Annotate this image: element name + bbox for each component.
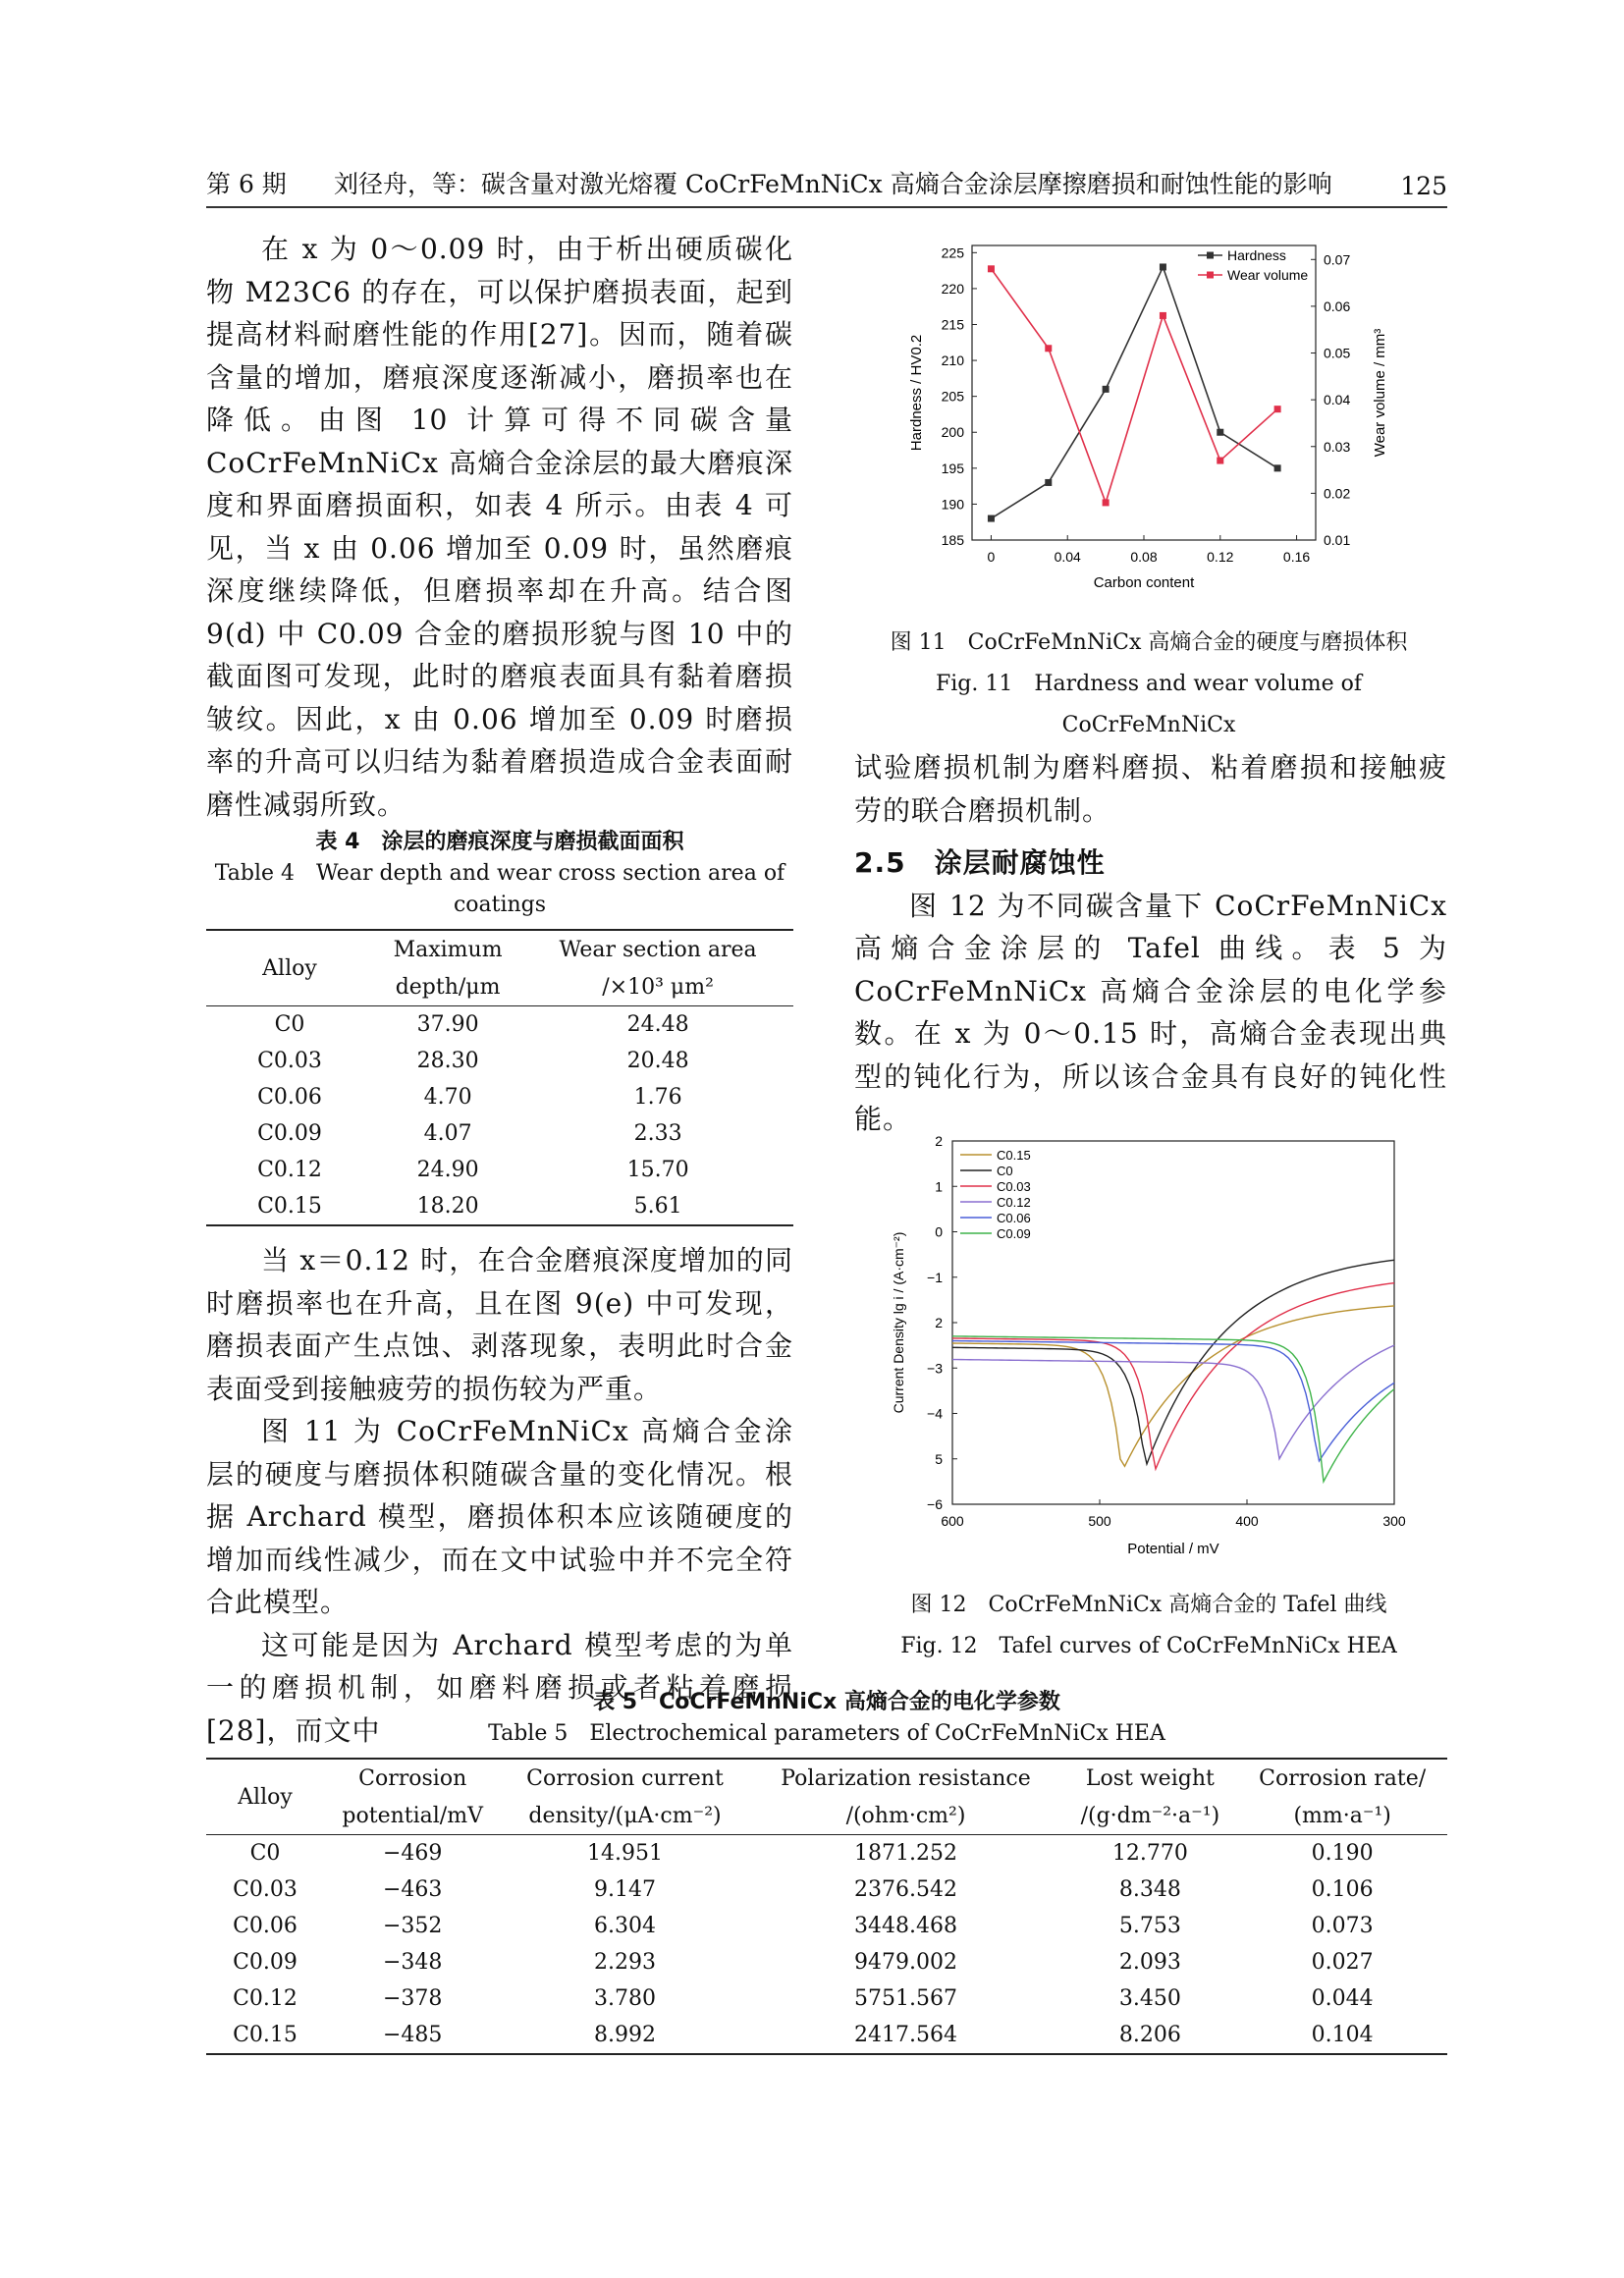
- table-row: [206, 1152, 793, 1188]
- cell: −463: [382, 1877, 443, 1902]
- running-title: 刘径舟，等：碳含量对激光熔覆 CoCrFeMnNiCx 高熵合金涂层摩擦磨损和耐蚀性能的影响: [334, 170, 1332, 198]
- y-tick-label: 195: [941, 460, 964, 476]
- table4-header-alloy: Alloy: [206, 930, 373, 1006]
- cell: Polarization resistance: [781, 1765, 1031, 1791]
- left-column: [206, 228, 793, 826]
- y-tick-label: 2: [935, 1315, 943, 1330]
- data-point: [1217, 429, 1223, 436]
- cell: 24.90: [416, 1158, 479, 1182]
- cell: 12.770: [1111, 1841, 1188, 1866]
- legend-marker: [1207, 272, 1214, 279]
- cell: 2.33: [633, 1121, 682, 1146]
- fig12-caption-cn: 图 12 CoCrFeMnNiCx 高熵合金的 Tafel 曲线: [910, 1593, 1387, 1617]
- cell: 5.753: [1118, 1914, 1181, 1938]
- cell: 8.348: [1118, 1877, 1181, 1902]
- cell: /(g·dm⁻²·a⁻¹): [1062, 1797, 1237, 1835]
- legend-label: Wear volume: [1227, 267, 1309, 283]
- table4-header-max2: depth/μm: [373, 968, 522, 1006]
- cell: Corrosion: [358, 1765, 467, 1791]
- x-tick-label: 0.04: [1054, 549, 1081, 565]
- cell: density/(μA·cm⁻²): [501, 1797, 748, 1835]
- y-tick-label: 220: [941, 280, 964, 297]
- y-tick-label: 190: [941, 496, 964, 513]
- cell: 0.044: [1311, 1986, 1374, 2011]
- table-row: [206, 1944, 1447, 1980]
- data-point: [988, 515, 995, 522]
- cell: C0.15: [233, 2023, 298, 2047]
- y-tick-label: 0: [935, 1223, 943, 1240]
- cell: 2376.542: [854, 1877, 957, 1902]
- plot-frame: [972, 245, 1316, 540]
- table5-block: [206, 1687, 1447, 2055]
- table4-caption-en: Table 4 Wear depth and wear cross section area of coatings: [214, 861, 785, 917]
- y-tick-label: 210: [941, 353, 964, 369]
- table-row: [206, 1188, 793, 1225]
- legend-label: C0.03: [997, 1179, 1031, 1194]
- table4-caption-cn: 表 4 涂层的磨痕深度与磨损截面面积: [315, 830, 684, 854]
- table-row: [206, 1980, 1447, 2017]
- cell: potential/mV: [324, 1797, 501, 1835]
- x-tick-label: 600: [941, 1513, 964, 1529]
- fig12-caption-en: Fig. 12 Tafel curves of CoCrFeMnNiCx HEA: [900, 1634, 1397, 1658]
- y-tick-label: −6: [927, 1496, 943, 1512]
- paragraph: 在 x 为 0～0.09 时，由于析出硬质碳化物 M23C6 的存在，可以保护磨损表面，起到提高材料耐磨性能的作用[27]。因而，随着碳含量的增加，磨痕深度逐渐减小，磨损率也在降低。由图 10 计算可得不同碳含量 CoCrFeMnNiCx 高熵合金涂层的最大磨痕深度和界面磨损面积，如表 4 所示。由表 4 可见，当 x 由 0.06 增加至 0.09 时，虽然磨痕深度继续降低，但磨损率却在升高。结合图 9(d) 中 C0.09 合金的磨损形貌与图 10 中的截面图可发现，此时的磨痕表面具有黏着磨损皱纹。因此，x 由 0.06 增加至 0.09 时磨损率的升高可以归结为黏着磨损造成合金表面耐磨性减弱所致。: [206, 233, 793, 821]
- cell: Corrosion rate/: [1259, 1765, 1427, 1791]
- table-row: [206, 1908, 1447, 1944]
- table5-caption-en: Table 5 Electrochemical parameters of CoCrFeMnNiCx HEA: [488, 1721, 1165, 1746]
- y2-tick-label: 0.05: [1324, 345, 1351, 361]
- cell: −348: [382, 1950, 443, 1975]
- cell: C0.03: [257, 1049, 322, 1073]
- cell: 15.70: [626, 1158, 689, 1182]
- cell: 2417.564: [854, 2023, 957, 2047]
- cell: 5751.567: [854, 1986, 957, 2011]
- paragraph: 图 11 为 CoCrFeMnNiCx 高熵合金涂层的硬度与磨损体积随碳含量的变化情况。根据 Archard 模型，磨损体积本应该随硬度的增加而线性减少，而在文中试验中并不完全符合此模型。: [206, 1415, 793, 1618]
- cell: 3.450: [1118, 1986, 1181, 2011]
- page-number: 125: [1400, 172, 1447, 200]
- legend-marker: [1207, 252, 1214, 259]
- fig11-caption-en: Fig. 11 Hardness and wear volume of CoCrFeMnNiCx: [935, 672, 1362, 737]
- cell: C0: [274, 1012, 305, 1037]
- x-axis-label: Carbon content: [1093, 574, 1195, 591]
- cell: 4.07: [423, 1121, 472, 1146]
- x-axis-label: Potential / mV: [1127, 1541, 1219, 1557]
- x-tick-label: 300: [1382, 1513, 1406, 1529]
- cell: 18.20: [416, 1194, 479, 1219]
- y2-tick-label: 0.03: [1324, 438, 1351, 455]
- y-tick-label: 205: [941, 388, 964, 405]
- x-tick-label: 0: [987, 549, 996, 565]
- legend-label: C0.12: [997, 1195, 1031, 1210]
- data-point: [1160, 312, 1166, 319]
- cell: 20.48: [626, 1049, 689, 1073]
- series-line-hardness: [991, 267, 1277, 518]
- table-row: [206, 1835, 1447, 1872]
- cell: C0.09: [257, 1121, 322, 1146]
- paragraph: 试验磨损机制为磨料磨损、粘着磨损和接触疲劳的联合磨损机制。: [854, 751, 1447, 827]
- cell: C0.12: [257, 1158, 322, 1182]
- y-tick-label: 200: [941, 424, 964, 441]
- cell: Corrosion current: [526, 1765, 724, 1791]
- cell: 6.304: [594, 1914, 656, 1938]
- y-axis-label: Current Density lg i / (A·cm⁻²): [891, 1231, 906, 1414]
- cell: 2.093: [1118, 1950, 1181, 1975]
- cell: 9.147: [594, 1877, 656, 1902]
- legend-label: C0.09: [997, 1226, 1031, 1241]
- section-heading: 2.5 涂层耐腐蚀性: [854, 846, 1106, 879]
- fig12-captions: [854, 1585, 1443, 1667]
- y-tick-label: 215: [941, 316, 964, 333]
- tafel-curve: [952, 1341, 1394, 1461]
- cell: 0.027: [1311, 1950, 1374, 1975]
- cell: 9479.002: [854, 1950, 957, 1975]
- cell: −378: [382, 1986, 443, 2011]
- paragraph: 当 x＝0.12 时，在合金磨痕深度增加的同时磨损率也在升高，且在图 9(e) 中可发现，磨损表面产生点蚀、剥落现象，表明此时合金表面受到接触疲劳的损伤较为严重。: [206, 1244, 793, 1405]
- y-tick-label: 225: [941, 244, 964, 261]
- cell: 1871.252: [854, 1841, 957, 1866]
- cell: C0: [249, 1841, 281, 1866]
- cell: 8.992: [594, 2023, 656, 2047]
- data-point: [1274, 406, 1281, 412]
- cell: 37.90: [416, 1012, 479, 1037]
- table-row: [206, 2017, 1447, 2054]
- cell: C0.09: [233, 1950, 298, 1975]
- cell: −469: [382, 1841, 443, 1866]
- paragraph: 图 12 为不同碳含量下 CoCrFeMnNiCx 高熵合金涂层的 Tafel 曲线。表 5 为 CoCrFeMnNiCx 高熵合金涂层的电化学参数。在 x 为 0～0.15 时，高熵合金表现出典型的钝化行为，所以该合金具有良好的钝化性能。: [854, 889, 1447, 1135]
- x-tick-label: 0.12: [1207, 549, 1234, 565]
- cell: −485: [382, 2023, 443, 2047]
- data-point: [1103, 386, 1110, 393]
- cell: 28.30: [416, 1049, 479, 1073]
- y-tick-label: −1: [927, 1269, 943, 1285]
- cell: 0.190: [1311, 1841, 1374, 1866]
- table-row: [206, 1115, 793, 1152]
- legend-label: C0: [997, 1164, 1013, 1178]
- table-row: [206, 1006, 793, 1044]
- x-tick-label: 0.08: [1130, 549, 1158, 565]
- issue-number: 第 6 期: [206, 170, 287, 198]
- y2-tick-label: 0.04: [1324, 392, 1351, 408]
- y-axis-label: Hardness / HV0.2: [908, 334, 925, 452]
- cell: 3448.468: [854, 1914, 957, 1938]
- cell: 0.104: [1311, 2023, 1374, 2047]
- cell: 8.206: [1118, 2023, 1181, 2047]
- y-tick-label: −4: [927, 1405, 943, 1422]
- x-tick-label: 500: [1088, 1513, 1111, 1529]
- y2-tick-label: 0.07: [1324, 251, 1351, 268]
- y-tick-label: 5: [935, 1450, 943, 1467]
- cell: 3.780: [594, 1986, 656, 2011]
- running-header: [206, 165, 1447, 208]
- cell: (mm·a⁻¹): [1237, 1797, 1447, 1835]
- y2-tick-label: 0.06: [1324, 298, 1351, 314]
- table4: [206, 929, 793, 1226]
- right-column: [854, 746, 1447, 1141]
- cell: C0.06: [257, 1085, 322, 1110]
- table5-caption-cn: 表 5 CoCrFeMnNiCx 高熵合金的电化学参数: [593, 1690, 1060, 1714]
- cell: 0.106: [1311, 1877, 1374, 1902]
- table5: [206, 1758, 1447, 2055]
- cell: 14.951: [587, 1841, 663, 1866]
- data-point: [1103, 499, 1110, 506]
- table4-header-max1: Maximum: [393, 937, 503, 962]
- cell: C0.12: [233, 1986, 298, 2011]
- x-tick-label: 400: [1235, 1513, 1259, 1529]
- table4-block: [206, 827, 793, 1226]
- fig11-captions: [854, 623, 1443, 746]
- tafel-curve: [952, 1345, 1394, 1459]
- left-column-lower: [206, 1239, 793, 1752]
- cell: C0.03: [233, 1877, 298, 1902]
- cell: 0.073: [1311, 1914, 1374, 1938]
- y-tick-label: 2: [935, 1133, 943, 1149]
- table-row: [206, 1043, 793, 1079]
- data-point: [988, 265, 995, 272]
- cell: C0.06: [233, 1914, 298, 1938]
- legend-label: C0.15: [997, 1148, 1031, 1163]
- y-tick-label: 185: [941, 532, 964, 548]
- tafel-curve: [952, 1306, 1394, 1466]
- cell: 24.48: [626, 1012, 689, 1037]
- y-tick-label: −3: [927, 1360, 943, 1377]
- cell: 5.61: [633, 1194, 682, 1219]
- cell: /(ohm·cm²): [749, 1797, 1063, 1835]
- fig11-chart: [864, 236, 1414, 619]
- cell: 1.76: [633, 1085, 682, 1110]
- data-point: [1160, 263, 1166, 270]
- y-tick-label: 1: [935, 1178, 943, 1195]
- table5-header-alloy: Alloy: [206, 1759, 324, 1835]
- table5-body: [206, 1835, 1447, 2055]
- tafel-curve: [952, 1283, 1394, 1469]
- table4-header-wear2: /×10³ μm²: [522, 968, 793, 1006]
- cell: 4.70: [423, 1085, 472, 1110]
- tafel-curve: [952, 1336, 1394, 1482]
- legend-label: Hardness: [1227, 247, 1286, 263]
- y2-axis-label: Wear volume / mm³: [1372, 328, 1388, 458]
- paragraph: 这可能是因为 Archard 模型考虑的为单一的磨损机制，如磨料磨损或者粘着磨损[28]，而文中: [206, 1628, 793, 1747]
- series-line-wear-volume: [991, 269, 1277, 503]
- cell: Lost weight: [1085, 1765, 1215, 1791]
- cell: C0.15: [257, 1194, 322, 1219]
- y2-tick-label: 0.02: [1324, 485, 1351, 502]
- data-point: [1045, 479, 1052, 486]
- legend-label: C0.06: [997, 1211, 1031, 1225]
- cell: −352: [382, 1914, 443, 1938]
- data-point: [1045, 345, 1052, 352]
- table4-header-wear1: Wear section area: [559, 937, 757, 962]
- y2-tick-label: 0.01: [1324, 532, 1351, 548]
- fig12-chart: [864, 1129, 1414, 1581]
- x-tick-label: 0.16: [1282, 549, 1311, 565]
- fig11-caption-cn: 图 11 CoCrFeMnNiCx 高熵合金的硬度与磨损体积: [890, 630, 1408, 655]
- cell: 2.293: [594, 1950, 656, 1975]
- table-row: [206, 1871, 1447, 1908]
- table-row: [206, 1079, 793, 1115]
- data-point: [1217, 458, 1223, 464]
- data-point: [1274, 464, 1281, 471]
